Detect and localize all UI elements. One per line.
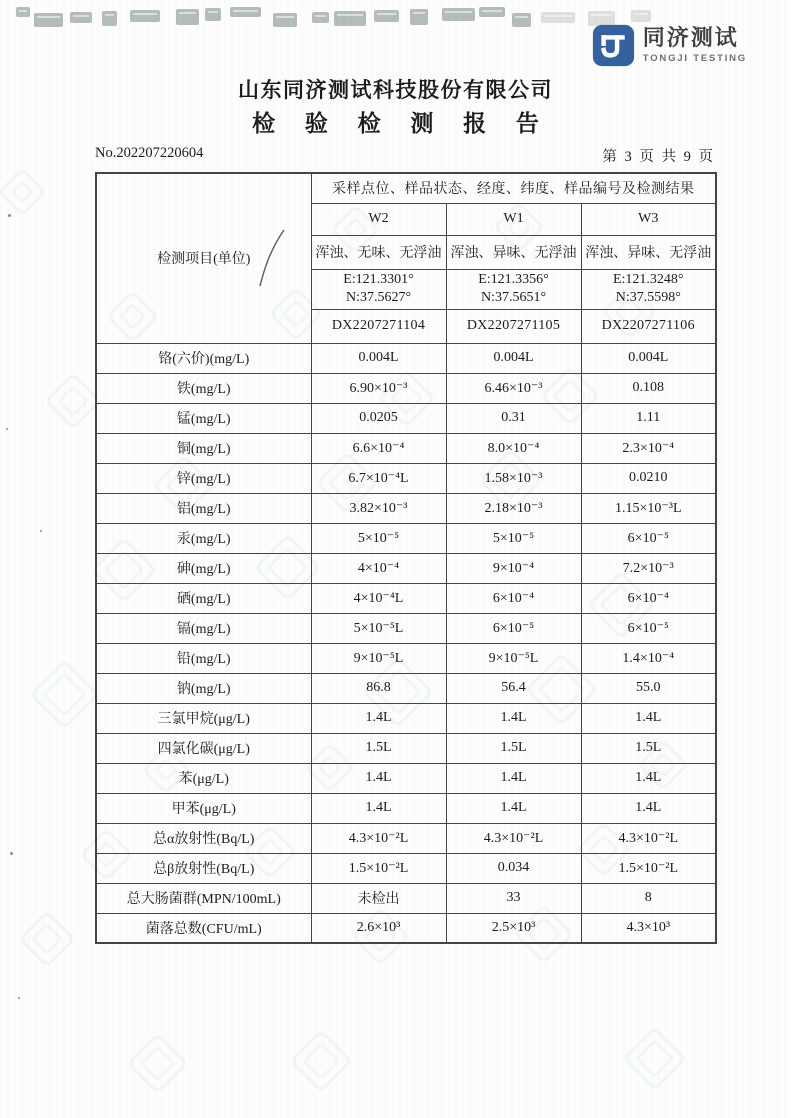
item-cell: 菌落总数(CFU/mL) xyxy=(96,913,311,943)
value-cell: 1.11 xyxy=(581,403,716,433)
span-header-cell: 采样点位、样品状态、经度、纬度、样品编号及检测结果 xyxy=(311,173,716,203)
table-row xyxy=(96,763,716,793)
sampling-point-col0: W2 xyxy=(311,203,446,235)
value-cell: 0.108 xyxy=(581,373,716,403)
logo-text-cn: 同济测试 xyxy=(642,25,739,50)
value-cell: 1.15×10⁻³L xyxy=(581,493,716,523)
value-cell: 0.004L xyxy=(446,343,581,373)
value-cell: 1.4L xyxy=(446,703,581,733)
value-cell: 4.3×10⁻²L xyxy=(311,823,446,853)
item-cell: 铜(mg/L) xyxy=(96,433,311,463)
value-cell: 2.5×10³ xyxy=(446,913,581,943)
item-cell: 甲苯(μg/L) xyxy=(96,793,311,823)
value-cell: 6.6×10⁻⁴ xyxy=(311,433,446,463)
logo xyxy=(592,24,747,67)
page-indicator: 第 3 页 共 9 页 xyxy=(602,149,715,165)
longitude-col2: E:121.3248° xyxy=(612,271,684,287)
value-cell: 1.4L xyxy=(446,763,581,793)
sample-state-col0: 浑浊、无味、无浮油 xyxy=(311,235,446,269)
value-cell: 1.4L xyxy=(446,793,581,823)
value-cell: 8 xyxy=(581,883,716,913)
table-row xyxy=(96,793,716,823)
item-cell: 钠(mg/L) xyxy=(96,673,311,703)
tongji-logo-icon xyxy=(592,24,635,67)
value-cell: 6.7×10⁻⁴L xyxy=(311,463,446,493)
table-row xyxy=(96,553,716,583)
value-cell: 1.5L xyxy=(581,733,716,763)
value-cell: 6.90×10⁻³ xyxy=(311,373,446,403)
item-header-label: 检测项目(单位) xyxy=(157,252,251,268)
value-cell: 4.3×10⁻²L xyxy=(446,823,581,853)
value-cell: 1.5L xyxy=(446,733,581,763)
company-name: 山东同济测试科技股份有限公司 xyxy=(238,78,553,102)
item-cell: 砷(mg/L) xyxy=(96,553,311,583)
table-row xyxy=(96,673,716,703)
logo-text-en: TONGJI TESTING xyxy=(642,53,747,65)
value-cell: 3.82×10⁻³ xyxy=(311,493,446,523)
value-cell: 8.0×10⁻⁴ xyxy=(446,433,581,463)
item-cell: 硒(mg/L) xyxy=(96,583,311,613)
value-cell: 0.0210 xyxy=(581,463,716,493)
value-cell: 1.5×10⁻²L xyxy=(311,853,446,883)
value-cell: 9×10⁻⁵L xyxy=(446,643,581,673)
value-cell: 6×10⁻⁵ xyxy=(581,613,716,643)
table-row xyxy=(96,583,716,613)
sample-state-col1: 浑浊、异味、无浮油 xyxy=(446,235,581,269)
item-header-cell xyxy=(96,173,311,343)
table-row xyxy=(96,613,716,643)
sampling-point-col2: W3 xyxy=(581,203,716,235)
table-row xyxy=(96,493,716,523)
table-row xyxy=(96,823,716,853)
item-cell: 铁(mg/L) xyxy=(96,373,311,403)
sample-no-col0: DX2207271104 xyxy=(311,309,446,343)
table-row xyxy=(96,343,716,373)
value-cell: 未检出 xyxy=(311,883,446,913)
sample-state-col2: 浑浊、异味、无浮油 xyxy=(581,235,716,269)
value-cell: 1.4L xyxy=(581,763,716,793)
meta-row xyxy=(95,145,715,166)
item-cell: 总β放射性(Bq/L) xyxy=(96,853,311,883)
header-row-span xyxy=(96,173,716,203)
value-cell: 2.3×10⁻⁴ xyxy=(581,433,716,463)
longitude-col1: E:121.3356° xyxy=(478,271,549,287)
value-cell: 4.3×10⁻²L xyxy=(581,823,716,853)
latitude-col2: N:37.5598° xyxy=(615,290,681,305)
value-cell: 0.004L xyxy=(311,343,446,373)
table-row xyxy=(96,853,716,883)
table-row xyxy=(96,523,716,553)
value-cell: 5×10⁻⁵ xyxy=(446,523,581,553)
value-cell: 1.4L xyxy=(581,793,716,823)
value-cell: 4×10⁻⁴L xyxy=(311,583,446,613)
value-cell: 1.58×10⁻³ xyxy=(446,463,581,493)
table-row xyxy=(96,703,716,733)
value-cell: 33 xyxy=(446,883,581,913)
table-row xyxy=(96,883,716,913)
value-cell: 1.4L xyxy=(581,703,716,733)
table-row xyxy=(96,913,716,943)
value-cell: 1.4L xyxy=(311,763,446,793)
value-cell: 1.4L xyxy=(311,703,446,733)
value-cell: 6×10⁻⁵ xyxy=(446,613,581,643)
value-cell: 5×10⁻⁵ xyxy=(311,523,446,553)
value-cell: 56.4 xyxy=(446,673,581,703)
report-title: 检 验 检 测 报 告 xyxy=(252,111,551,136)
value-cell: 7.2×10⁻³ xyxy=(581,553,716,583)
table-row xyxy=(96,463,716,493)
value-cell: 4×10⁻⁴ xyxy=(311,553,446,583)
table-row xyxy=(96,733,716,763)
item-cell: 总大肠菌群(MPN/100mL) xyxy=(96,883,311,913)
item-cell: 苯(μg/L) xyxy=(96,763,311,793)
coords-col2 xyxy=(581,269,716,309)
value-cell: 1.4×10⁻⁴ xyxy=(581,643,716,673)
value-cell: 1.5L xyxy=(311,733,446,763)
table-row xyxy=(96,373,716,403)
table-row xyxy=(96,433,716,463)
value-cell: 4.3×10³ xyxy=(581,913,716,943)
value-cell: 86.8 xyxy=(311,673,446,703)
item-cell: 铝(mg/L) xyxy=(96,493,311,523)
item-cell: 铅(mg/L) xyxy=(96,643,311,673)
value-cell: 9×10⁻⁴ xyxy=(446,553,581,583)
item-cell: 总α放射性(Bq/L) xyxy=(96,823,311,853)
item-cell: 三氯甲烷(μg/L) xyxy=(96,703,311,733)
table-row xyxy=(96,643,716,673)
item-cell: 铬(六价)(mg/L) xyxy=(96,343,311,373)
sampling-point-col1: W1 xyxy=(446,203,581,235)
value-cell: 9×10⁻⁵L xyxy=(311,643,446,673)
latitude-col0: N:37.5627° xyxy=(345,290,412,305)
latitude-col1: N:37.5651° xyxy=(480,290,547,305)
sample-no-col2: DX2207271106 xyxy=(581,309,716,343)
sample-no-col1: DX2207271105 xyxy=(446,309,581,343)
value-cell: 2.6×10³ xyxy=(311,913,446,943)
coords-col0 xyxy=(311,269,446,309)
logo-text xyxy=(643,24,747,64)
item-cell: 汞(mg/L) xyxy=(96,523,311,553)
value-cell: 6×10⁻⁵ xyxy=(581,523,716,553)
value-cell: 5×10⁻⁵L xyxy=(311,613,446,643)
value-cell: 6×10⁻⁴ xyxy=(446,583,581,613)
value-cell: 0.0205 xyxy=(311,403,446,433)
value-cell: 2.18×10⁻³ xyxy=(446,493,581,523)
coords-col1 xyxy=(446,269,581,309)
value-cell: 6.46×10⁻³ xyxy=(446,373,581,403)
value-cell: 0.034 xyxy=(446,853,581,883)
longitude-col0: E:121.3301° xyxy=(343,271,414,287)
value-cell: 0.004L xyxy=(581,343,716,373)
table-row xyxy=(96,403,716,433)
item-cell: 镉(mg/L) xyxy=(96,613,311,643)
value-cell: 55.0 xyxy=(581,673,716,703)
value-cell: 1.4L xyxy=(311,793,446,823)
item-cell: 锰(mg/L) xyxy=(96,403,311,433)
value-cell: 1.5×10⁻²L xyxy=(581,853,716,883)
value-cell: 0.31 xyxy=(446,403,581,433)
value-cell: 6×10⁻⁴ xyxy=(581,583,716,613)
item-cell: 四氯化碳(μg/L) xyxy=(96,733,311,763)
item-cell: 锌(mg/L) xyxy=(96,463,311,493)
report-number: No.202207220604 xyxy=(95,145,204,161)
results-table xyxy=(95,172,717,944)
